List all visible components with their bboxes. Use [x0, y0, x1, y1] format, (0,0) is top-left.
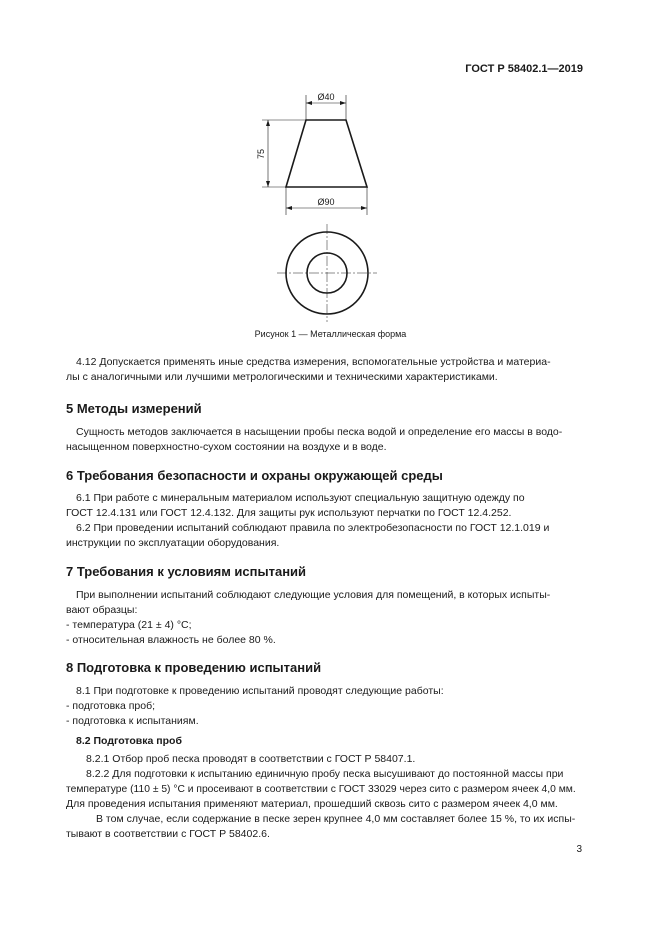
section-8-title	[66, 660, 574, 675]
text-line: ГОСТ 12.4.131 или ГОСТ 12.4.132. Для защиты рук используют перчатки по ГОСТ 12.4.252.	[66, 507, 512, 519]
section-8-2-body	[66, 752, 584, 842]
height-label: 75	[256, 148, 266, 160]
text-line: 8.1 При подготовке к проведению испытаний проводят следующие работы:	[76, 685, 444, 697]
text-line: температуре (110 ± 5) °С и просеивают в соответствии с ГОСТ 33029 через сито с размером ячеек 4,0 мм.	[66, 784, 576, 795]
heading: 7 Требования к условиям испытаний	[66, 564, 307, 579]
bullet-item: - температура (21 ± 4) °С;	[66, 619, 192, 631]
section-6-body	[66, 491, 584, 551]
metal-form-drawing	[0, 0, 661, 340]
text-line: 4.12 Допускается применять иные средства измерения, вспомогательные устройства и материа-	[76, 356, 551, 368]
top-diameter-label: Ø40	[317, 92, 335, 102]
text-line: насыщенном поверхностно-сухом состоянии на воздухе и в воде.	[66, 441, 387, 453]
section-6-title	[66, 468, 574, 483]
heading: 6 Требования безопасности и охраны окружающей среды	[66, 468, 443, 483]
section-5-body	[66, 425, 584, 455]
text-line: Сущность методов заключается в насыщении пробы песка водой и определение его массы в водо-	[76, 426, 563, 438]
heading: 8 Подготовка к проведению испытаний	[66, 660, 322, 675]
bullet-item: - относительная влажность не более 80 %.	[66, 634, 276, 646]
bullet-item: - подготовка проб;	[66, 700, 156, 712]
text-line: 8.2.1 Отбор проб песка проводят в соответствии с ГОСТ Р 58407.1.	[86, 753, 416, 765]
text-line: инструкции по эксплуатации оборудования.	[66, 537, 280, 549]
heading: 5 Методы измерений	[66, 401, 202, 416]
text-line: 6.2 При проведении испытаний соблюдают правила по электробезопасности по ГОСТ 12.1.019 и	[76, 522, 550, 534]
section-7-title	[66, 564, 574, 579]
text-line: лы с аналогичными или лучшими метрологическими и техническими характеристиками.	[66, 371, 498, 383]
text-line: 8.2.2 Для подготовки к испытанию единичную пробу песка высушивают до постоянной массы при	[86, 768, 564, 780]
page-number: 3	[576, 844, 582, 855]
text-line: Для проведения испытания применяют материал, прошедший сквозь сито с размером ячеек 4,0 мм.	[66, 798, 558, 810]
text-line: 6.1 При работе с минеральным материалом используют специальную защитную одежду по	[76, 492, 525, 504]
document-code: ГОСТ Р 58402.1—2019	[465, 63, 583, 75]
text-line: вают образцы:	[66, 604, 138, 616]
subheading: 8.2 Подготовка проб	[76, 735, 182, 747]
paragraph-4-12	[66, 355, 584, 385]
text-line: тывают в соответствии с ГОСТ Р 58402.6.	[66, 828, 270, 840]
text-line: При выполнении испытаний соблюдают следующие условия для помещений, в которых испыты-	[76, 589, 551, 601]
figure-caption: Рисунок 1 — Металлическая форма	[254, 329, 407, 339]
text-line: В том случае, если содержание в песке зерен крупнее 4,0 мм составляет более 15 %, то их испы-	[96, 813, 576, 825]
section-8-body	[66, 684, 584, 729]
section-7-body	[66, 588, 584, 648]
bullet-item: - подготовка к испытаниям.	[66, 715, 199, 727]
cone-outline	[286, 120, 367, 187]
section-5-title	[66, 401, 574, 416]
section-8-2-title	[76, 734, 584, 749]
bottom-diameter-label: Ø90	[317, 197, 335, 207]
